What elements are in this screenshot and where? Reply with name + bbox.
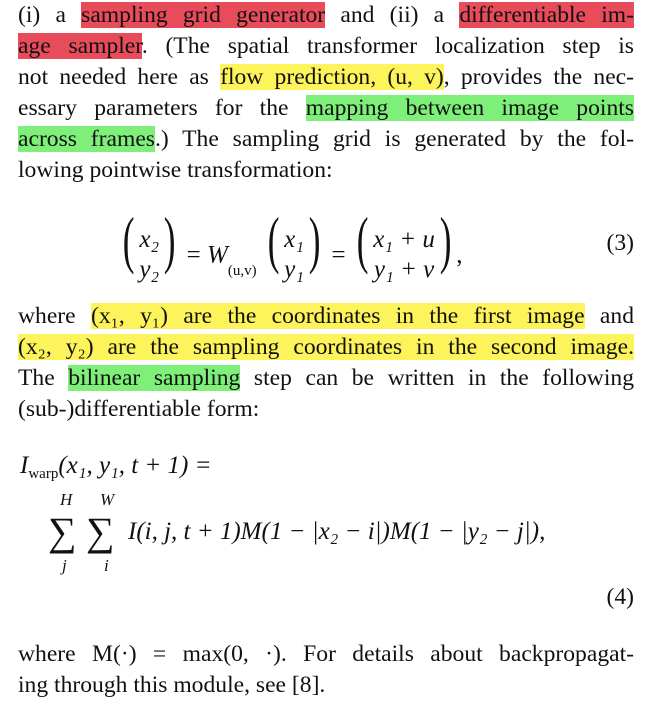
text-line: not needed here as flow prediction, (u, v), provides the nec- <box>18 64 634 90</box>
highlight-yellow: (x₁, y₁) are the coordinates in the first image <box>90 303 585 329</box>
paragraph-coordinates <box>18 301 634 425</box>
highlight-yellow: flow prediction, (u, v) <box>220 64 444 90</box>
text-line: across frames.) The sampling grid is generated by the fol- <box>18 126 634 152</box>
text-line: where (x₁, y₁) are the coordinates in the first image and <box>18 303 634 329</box>
text-line: The bilinear sampling step can be written in the following <box>18 365 634 391</box>
highlight-red: differentiable im- <box>459 2 634 28</box>
highlight-green: bilinear sampling <box>68 365 241 391</box>
text-line: (sub-)differentiable form: <box>18 396 260 422</box>
text-line: age sampler. (The spatial transformer localization step is <box>18 33 634 59</box>
sum-symbol: ∑ <box>48 509 77 554</box>
equation-number-4: (4) <box>606 584 634 610</box>
highlight-green: mapping between image points <box>305 95 634 121</box>
text-line: essary parameters for the mapping between image points <box>18 95 634 121</box>
equation-number-3: (3) <box>606 230 634 256</box>
highlight-yellow: (x₂, y₂) are the sampling coordinates in the second image. <box>18 334 634 360</box>
paragraph-intro <box>18 0 634 186</box>
equation-3: ( x₂ y₂ ) = $W_{(u,v)}$ ( x₁ y₁ ) = ( x₁ + u y₁ + v ) , <box>122 204 463 284</box>
text-line: lowing pointwise transformation: <box>18 157 333 183</box>
highlight-red: age sampler <box>18 33 142 59</box>
text-line <box>18 332 634 363</box>
sum-symbol: ∑ <box>86 509 115 554</box>
text-line: (i) a sampling grid generator and (ii) a differentiable im- <box>18 2 634 28</box>
text-line: where M(·) = max(0, ·). For details about backpropagat- <box>18 641 634 667</box>
paragraph-backprop <box>18 639 634 701</box>
text-line: ing through this module, see [8]. <box>18 672 326 698</box>
highlight-green: across frames <box>18 126 155 152</box>
equation-4-lhs: $I_{warp}(x_1$, y₁, t + 1) = <box>20 452 212 482</box>
equation-4-sum: H W ∑ ∑ j i I(i, j, t + 1)M(1 − |x₂ − i|)M(1 − |y₂ − j|), <box>48 490 546 575</box>
highlight-red: sampling grid generator <box>81 2 326 28</box>
